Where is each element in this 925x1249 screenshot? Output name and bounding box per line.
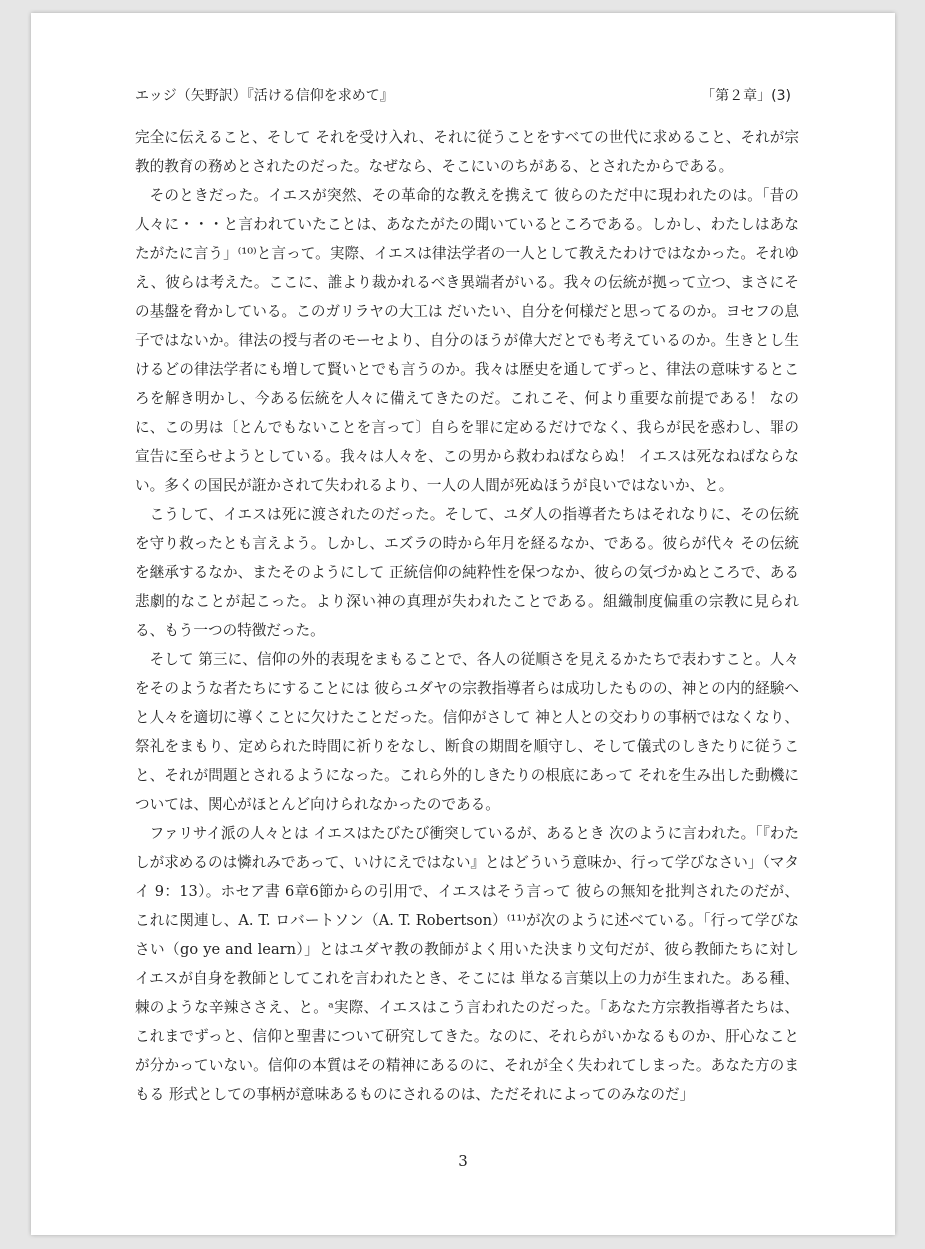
page-number: 3 [458, 1152, 468, 1170]
header-chapter: 「第２章」(3) [701, 88, 791, 104]
paragraph-5: ファリサイ派の人々とは イエスはたびたび衝突しているが、あるとき 次のように言われた。「『わたしが求めるのは憐れみであって、いけにえではない』とはどういう意味か、行って学びなさい」（マタイ 9：13）。ホセア書 6章6節からの引用で、イエスはそう言って 彼らの無知を批判されたのだが、これに関連し、A. T. ロバートソン（A. T. Robertson）⁽¹¹⁾が次のように述べている。「行って学びなさい（go ye and learn）」とはユダヤ教の教師がよく用いた決まり文句だが、彼ら教師たちに対し イエスが自身を教師としてこれを言われたとき、そこには 単なる言葉以上の力が生まれた。ある種、棘のような辛辣ささえ、と。ᵃ実際、イエスはこう言われたのだった。「あなた方宗教指導者たちは、これまでずっと、信仰と聖書について研究してきた。なのに、それらがいかなるものか、肝心なことが分かっていない。信仰の本質はその精神にあるのに、それが全く失われてしまった。あなた方のまもる 形式としての事柄が意味あるものにされるのは、ただそれによってのみなのだ」 [135, 825, 799, 1103]
document-page [31, 13, 895, 1235]
running-header [135, 85, 791, 107]
paragraph-1: 完全に伝えること、そして それを受け入れ、それに従うことをすべての世代に求めること、それが宗教的教育の務めとされたのだった。なぜなら、そこにいのちがある、とされたからである。 [135, 129, 799, 175]
body-text [135, 123, 799, 1109]
header-title: エッジ（矢野訳）『活ける信仰を求めて』 [135, 88, 394, 104]
paragraph-2: そのときだった。イエスが突然、その革命的な教えを携えて 彼らのただ中に現われたのは。「昔の人々に・・・と言われていたことは、あなたがたの聞いているところである。しかし、わたしはあなたがたに言う」⁽¹⁰⁾と言って。実際、イエスは律法学者の一人として教えたわけではなかった。それゆえ、彼らは考えた。ここに、誰より裁かれるべき異端者がいる。我々の伝統が拠って立つ、まさにその基盤を脅かしている。このガリラヤの大工は だいたい、自分を何様だと思ってるのか。ヨセフの息子ではないか。律法の授与者のモーセより、自分のほうが偉大だとでも考えているのか。生きとし生けるどの律法学者にも増して賢いとでも言うのか。我々は歴史を通してずっと、律法の意味するところを解き明かし、今ある伝統を人々に備えてきたのだ。これこそ、何より重要な前提である！ なのに、この男は〔とんでもないことを言って〕自らを罪に定めるだけでなく、我らが民を惑わし、罪の宣告に至らせようとしている。我々は人々を、この男から救わねばならぬ！ イエスは死なねばならない。多くの国民が誑かされて失われるより、一人の人間が死ぬほうが良いではないか、と。 [135, 187, 799, 494]
paragraph-4: そして 第三に、信仰の外的表現をまもることで、各人の従順さを見えるかたちで表わすこと。人々をそのような者たちにすることには 彼らユダヤの宗教指導者らは成功したものの、神との内的経験へと人々を適切に導くことに欠けたことだった。信仰がさして 神と人との交わりの事柄ではなくなり、祭礼をまもり、定められた時間に祈りをなし、断食の期間を順守し、そして儀式のしきたりに従うこと、それが問題とされるようになった。これら外的しきたりの根底にあって それを生み出した動機については、関心がほとんど向けられなかったのである。 [135, 651, 799, 813]
paragraph-3: こうして、イエスは死に渡されたのだった。そして、ユダ人の指導者たちはそれなりに、その伝統を守り救ったとも言えよう。しかし、エズラの時から年月を経るなか、である。彼らが代々 その伝統を継承するなか、またそのようにして 正統信仰の純粋性を保つなか、彼らの気づかぬところで、ある悲劇的なことが起こった。より深い神の真理が失われたことである。組織制度偏重の宗教に見られる、もう一つの特徴だった。 [135, 506, 799, 639]
